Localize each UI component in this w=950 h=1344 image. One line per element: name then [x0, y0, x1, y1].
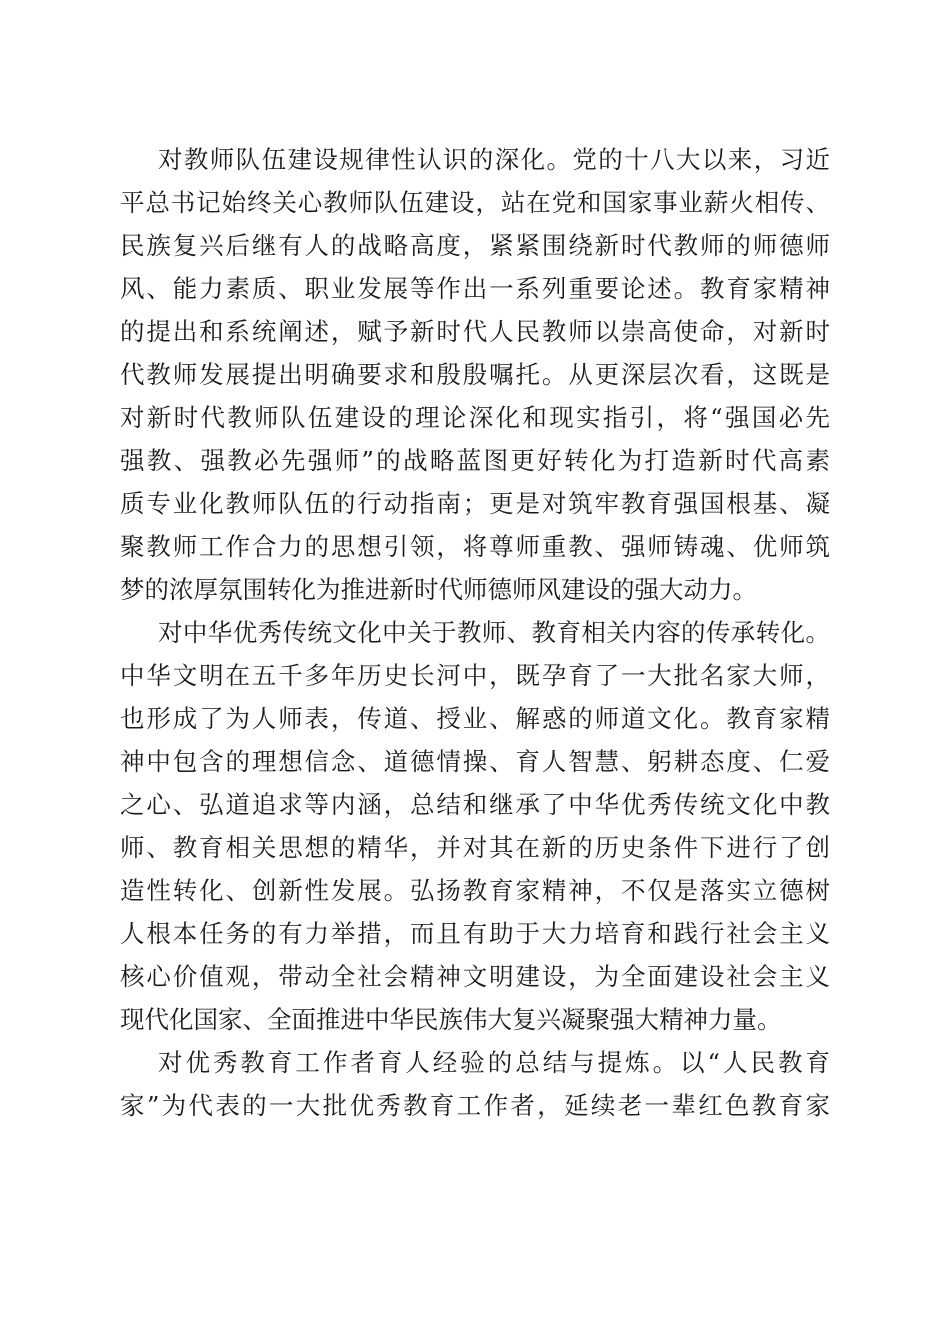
paragraph-line: 风、能力素质、职业发展等作出一系列重要论述。教育家精神	[120, 274, 830, 303]
paragraph-line: 现代化国家、全面推进中华民族伟大复兴凝聚强大精神力量。	[120, 1005, 782, 1034]
paragraph-line: 梦的浓厚氛围转化为推进新时代师德师风建设的强大动力。	[120, 575, 757, 604]
paragraph-line: 的提出和系统阐述，赋予新时代人民教师以崇高使命，对新时	[120, 317, 830, 346]
paragraph-line: 质专业化教师队伍的行动指南；更是对筑牢教育强国根基、凝	[120, 489, 830, 518]
paragraph-line: 师、教育相关思想的精华，并对其在新的历史条件下进行了创	[120, 833, 830, 862]
paragraph-line: 造性转化、创新性发展。弘扬教育家精神，不仅是落实立德树	[120, 876, 830, 905]
paragraph-line: 代教师发展提出明确要求和殷殷嘱托。从更深层次看，这既是	[120, 360, 830, 389]
paragraph-line: 也形成了为人师表，传道、授业、解惑的师道文化。教育家精	[120, 704, 830, 733]
paragraph-line: 神中包含的理想信念、道德情操、育人智慧、躬耕态度、仁爱	[120, 747, 830, 776]
paragraph-line: 家”为代表的一大批优秀教育工作者，延续老一辈红色教育家	[120, 1091, 830, 1120]
paragraph-line: 对优秀教育工作者育人经验的总结与提炼。以“人民教育	[158, 1048, 830, 1077]
paragraph-line: 对中华优秀传统文化中关于教师、教育相关内容的传承转化。	[158, 618, 830, 647]
paragraph-line: 之心、弘道追求等内涵，总结和继承了中华优秀传统文化中教	[120, 790, 830, 819]
paragraph-line: 核心价值观，带动全社会精神文明建设，为全面建设社会主义	[120, 962, 830, 991]
paragraph-line: 中华文明在五千多年历史长河中，既孕育了一大批名家大师，	[120, 661, 830, 690]
paragraph-line: 对新时代教师队伍建设的理论深化和现实指引，将“强国必先	[120, 403, 830, 432]
paragraph-line: 民族复兴后继有人的战略高度，紧紧围绕新时代教师的师德师	[120, 231, 830, 260]
paragraph-line: 聚教师工作合力的思想引领，将尊师重教、强师铸魂、优师筑	[120, 532, 830, 561]
paragraph-line: 强教、强教必先强师”的战略蓝图更好转化为打造新时代高素	[120, 446, 830, 475]
paragraph-line: 平总书记始终关心教师队伍建设，站在党和国家事业薪火相传、	[120, 188, 830, 217]
paragraph-line: 对教师队伍建设规律性认识的深化。党的十八大以来，习近	[158, 145, 830, 174]
paragraph-line: 人根本任务的有力举措，而且有助于大力培育和践行社会主义	[120, 919, 830, 948]
